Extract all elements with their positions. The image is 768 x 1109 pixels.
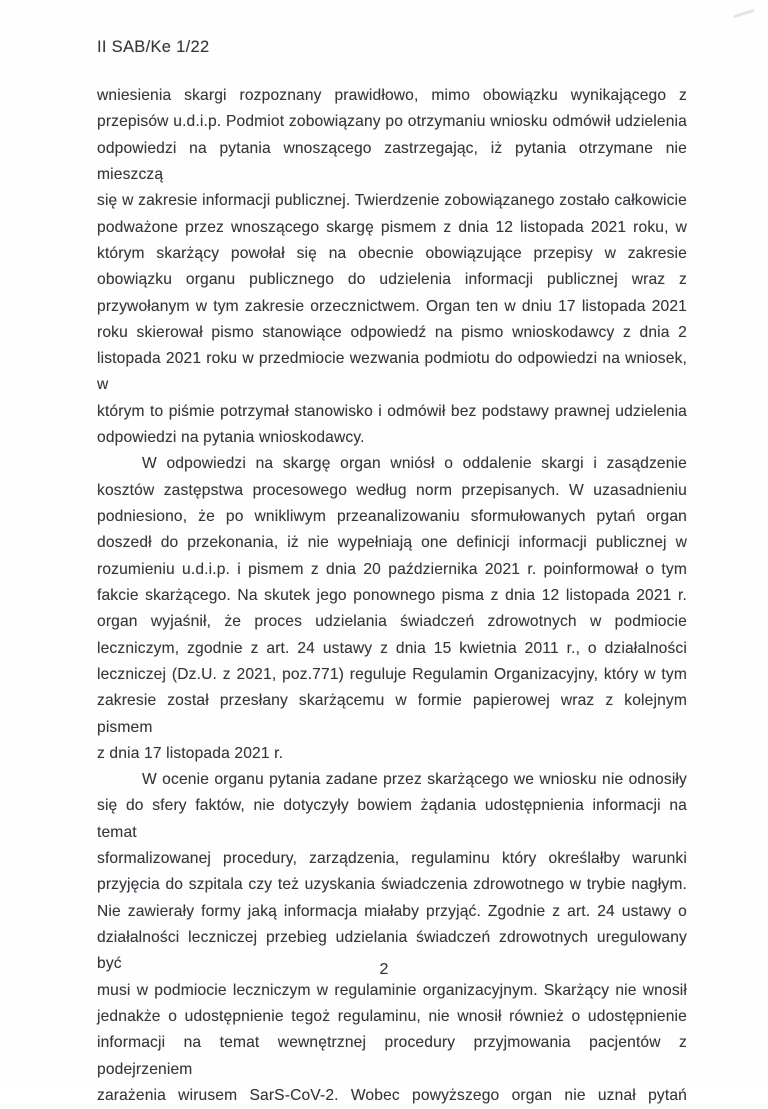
text-line: jednakże o udostępnienie tegoż regulaminu, nie wnosił również o udostępnienie	[97, 1007, 687, 1025]
document-body	[97, 83, 687, 1109]
text-line: doszedł do przekonania, iż nie wypełniają one definicji informacji publicznej w	[97, 534, 687, 552]
text-line: musi w podmiocie leczniczym w regulaminie organizacyjnym. Skarżący nie wnosił	[97, 981, 687, 999]
text-line: którym to piśmie potrzymał stanowisko i odmówił bez podstawy prawnej udzielenia	[97, 402, 687, 420]
text-line: podniesiono, że po wnikliwym przeanalizowaniu sformułowanych pytań organ	[97, 508, 687, 525]
text-line: fakcie skarżącego. Na skutek jego ponownego pisma z dnia 12 listopada 2021 r.	[97, 586, 687, 604]
text-line: podważone przez wnoszącego skargę pismem z dnia 12 listopada 2021 roku, w	[97, 218, 687, 236]
text-line: rozumieniu u.d.i.p. i pismem z dnia 20 października 2021 r. poinformował o tym	[97, 560, 687, 578]
paragraph	[97, 451, 687, 767]
text-line: W odpowiedzi na skargę organ wniósł o oddalenie skargi i zasądzenie	[142, 455, 687, 473]
text-line: się do sfery faktów, nie dotyczyły bowiem żądania udostępnienia informacji na temat	[97, 797, 687, 841]
text-line: z dnia 17 listopada 2021 r.	[97, 744, 284, 762]
scan-artifact	[733, 9, 755, 19]
text-line: obowiązku organu publicznego do udzielenia informacji publicznej wraz z	[97, 271, 687, 289]
text-line: odpowiedzi na pytania wnoszącego zastrzegając, iż pytania otrzymane nie mieszczą	[97, 139, 687, 183]
text-line: wniesienia skargi rozpoznany prawidłowo, mimo obowiązku wynikającego z	[97, 87, 687, 104]
case-number: II SAB/Ke 1/22	[97, 38, 210, 56]
text-line: zakresie został przesłany skarżącemu w formie papierowej wraz z kolejnym pismem	[97, 692, 687, 736]
text-line: W ocenie organu pytania zadane przez skarżącego we wniosku nie odnosiły	[142, 771, 687, 789]
text-line: Nie zawierały formy jaką informacja miałaby przyjąć. Zgodnie z art. 24 ustawy o	[97, 902, 687, 920]
text-line: przepisów u.d.i.p. Podmiot zobowiązany po otrzymaniu wniosku odmówił udzielenia	[97, 113, 687, 131]
page-number: 2	[379, 961, 389, 978]
text-line: zarażenia wirusem SarS-CoV-2. Wobec powyższego organ nie uznał pytań	[97, 1086, 687, 1104]
paragraph	[97, 83, 687, 451]
text-line: informacji na temat wewnętrznej procedury przyjmowania pacjentów z podejrzeniem	[97, 1034, 687, 1078]
text-line: przyjęcia do szpitala czy też uzyskania świadczenia zdrowotnego w trybie nagłym.	[97, 876, 687, 894]
text-line: przywołanym w tym zakresie orzecznictwem. Organ ten w dniu 17 listopada 2021	[97, 297, 687, 315]
text-line: leczniczym, zgodnie z art. 24 ustawy z dnia 15 kwietnia 2011 r., o działalności	[97, 639, 687, 657]
text-line: się w zakresie informacji publicznej. Twierdzenie zobowiązanego zostało całkowicie	[97, 192, 687, 210]
text-line: działalności leczniczej przebieg udzielania świadczeń zdrowotnych uregulowany być	[97, 929, 687, 973]
text-line: roku skierował pismo stanowiące odpowiedź na pismo wnioskodawcy z dnia 2	[97, 323, 687, 341]
text-line: organ wyjaśnił, że proces udzielania świadczeń zdrowotnych w podmiocie	[97, 613, 687, 631]
paragraph	[97, 767, 687, 1109]
text-line: listopada 2021 roku w przedmiocie wezwania podmiotu do odpowiedzi na wniosek, w	[97, 350, 687, 394]
text-line: którym skarżący powołał się na obecnie obowiązujące przepisy w zakresie	[97, 244, 687, 262]
text-line: odpowiedzi na pytania wnioskodawcy.	[97, 429, 365, 447]
text-line: sformalizowanej procedury, zarządzenia, regulaminu który określałby warunki	[97, 850, 687, 868]
text-line: leczniczej (Dz.U. z 2021, poz.771) reguluje Regulamin Organizacyjny, który w tym	[97, 665, 687, 683]
text-line: kosztów zastępstwa procesowego według norm przepisanych. W uzasadnieniu	[97, 481, 687, 499]
